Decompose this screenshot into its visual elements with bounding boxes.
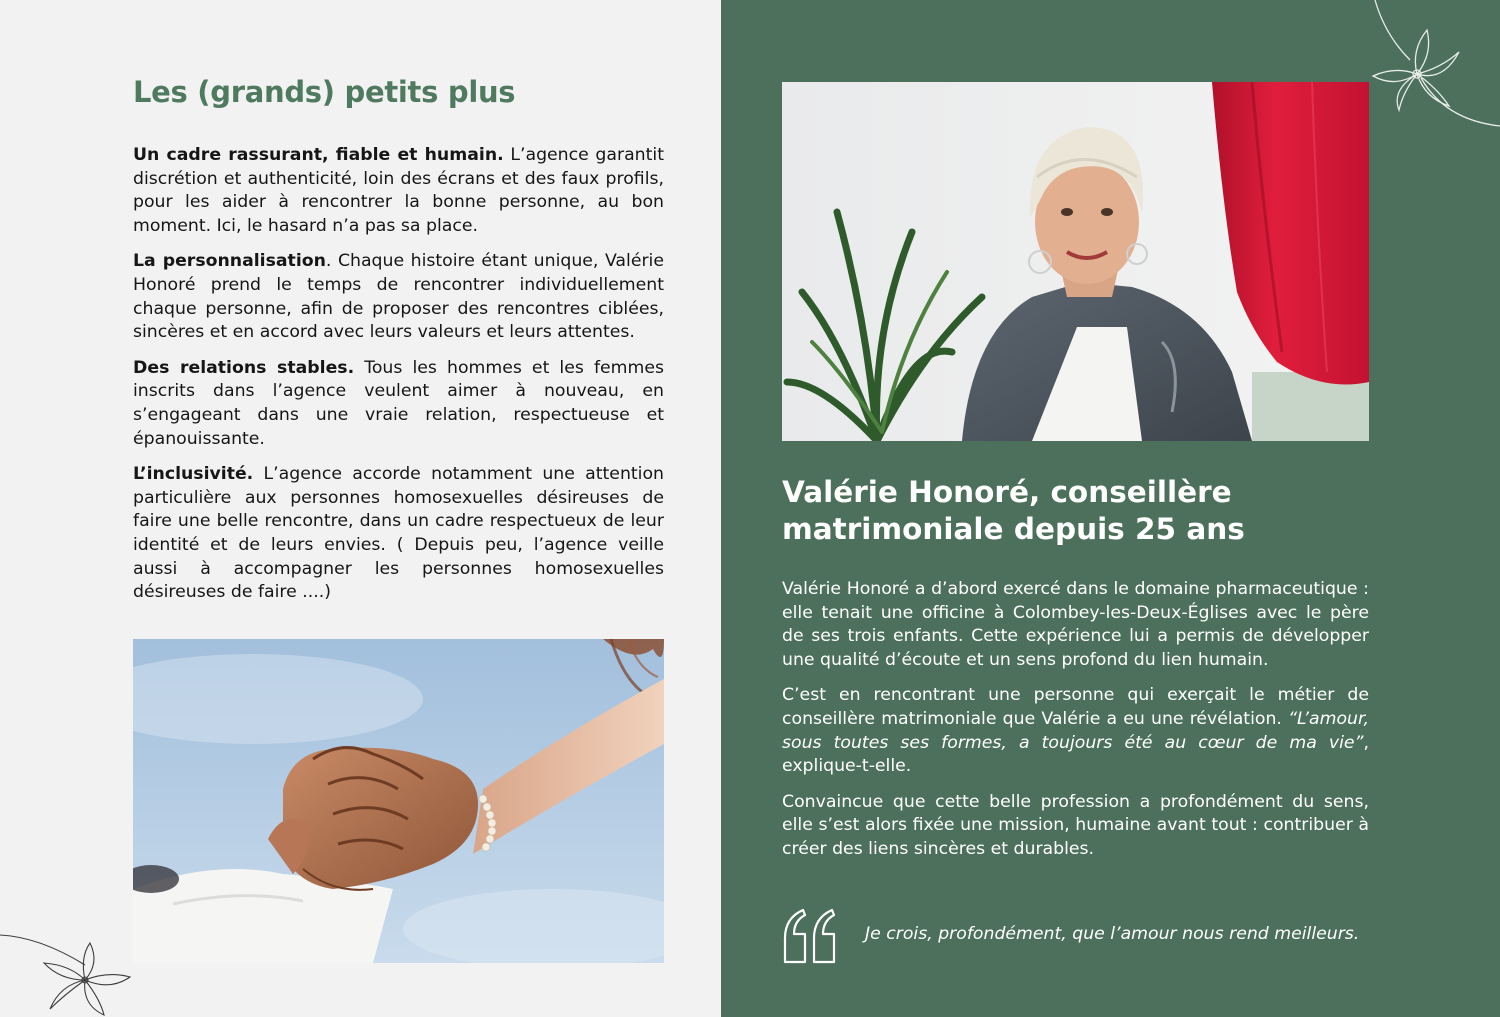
paragraph-body: Tous les hommes et les femmes inscrits dans l’agence veulent aimer à nouveau, en s’engageant dans une vraie relation, respectueuse et épanouissante.	[133, 357, 664, 449]
profile-heading-line2: matrimoniale depuis 25 ans	[782, 512, 1245, 546]
paragraph-mission: Convaincue que cette belle profession a profondément du sens, elle s’est alors fixée une mission, humaine avant tout : contribuer à créer des liens sincères et durables.	[782, 791, 1369, 859]
paragraph-relations	[133, 357, 664, 451]
paragraph-body: C’est en rencontrant une personne qui exerçait le métier de conseillère matrimoniale que Valérie a eu une révélation.	[782, 685, 1369, 729]
left-text-block	[133, 144, 664, 617]
flower-doodle-icon	[1355, 0, 1500, 130]
paragraph-body: L’agence accorde notamment une attention particulière aux personnes homosexuelles désireuses de faire une belle rencontre, dans un cadre respectueux de leur identité et de leurs envies. ( Depuis peu, l’agence veille aussi à accompagner les personnes homosexuelles désireuses de faire ....)	[133, 464, 664, 603]
flower-doodle-icon	[0, 925, 140, 1017]
portrait-photo	[782, 82, 1369, 441]
quotation-mark-icon	[781, 908, 841, 964]
section-heading: Les (grands) petits plus	[133, 75, 516, 109]
paragraph-title: Un cadre rassurant, fiable et humain.	[133, 145, 504, 165]
paragraph-title: L’inclusivité.	[133, 464, 254, 485]
paragraph-body: L’agence garantit discrétion et authenticité, loin des écrans et des faux profils, pour les aider à rencontrer la bonne personne, au bon moment. Ici, le hasard n’a pas sa place.	[133, 145, 664, 236]
paragraph-inclusivite	[133, 463, 664, 605]
paragraph-title: La personnalisation	[133, 251, 326, 272]
paragraph-cadre	[133, 144, 664, 238]
paragraph-end: , explique-t-elle.	[782, 732, 1369, 777]
paragraph-career: Valérie Honoré a d’abord exercé dans le domaine pharmaceutique : elle tenait une officine à Colombey-les-Deux-Églises avec le père de ses trois enfants. Cette expérience lui a permis de développer une qualité d’écoute et un sens profond du lien humain.	[782, 579, 1369, 670]
profile-heading	[782, 474, 1342, 548]
holding-hands-photo	[133, 639, 664, 963]
paragraph-title: Des relations stables.	[133, 357, 355, 378]
profile-heading-line1: Valérie Honoré, conseillère	[782, 475, 1232, 509]
paragraph-revelation	[782, 684, 1369, 778]
pull-quote: Je crois, profondément, que l’amour nous rend meilleurs.	[865, 924, 1360, 944]
inline-quote: “L’amour, sous toutes ses formes, a toujours été au cœur de ma vie”	[782, 708, 1369, 753]
right-text-block	[782, 578, 1369, 874]
paragraph-body: . Chaque histoire étant unique, Valérie Honoré prend le temps de rencontrer individuellement chaque personne, afin de proposer des rencontres ciblées, sincères et en accord avec leurs valeurs et leurs attentes.	[133, 251, 664, 343]
paragraph-personnalisation	[133, 250, 664, 344]
